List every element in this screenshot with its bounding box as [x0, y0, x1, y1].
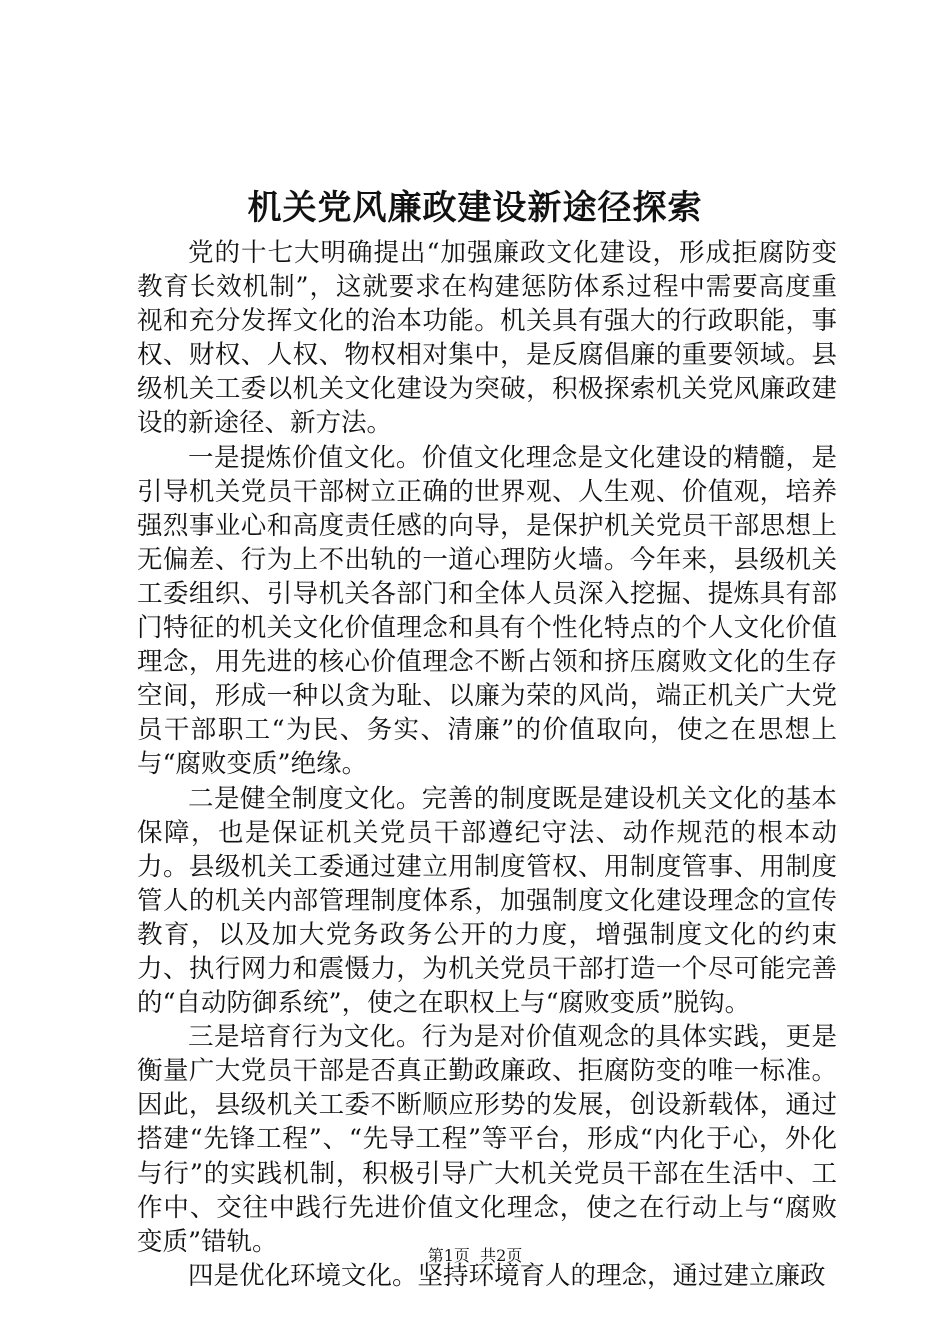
paragraph-value-culture: 一是提炼价值文化。价值文化理念是文化建设的精髓，是引导机关党员干部树立正确的世界观、人生观、价值观，培养强烈事业心和高度责任感的向导，是保护机关党员干部思想上无偏差、行为上不出轨的一道心理防火墙。今年来，县级机关工委组织、引导机关各部门和全体人员深入挖掘、提炼具有部门特征的机关文化价值理念和具有个性化特点的个人文化价值理念，用先进的核心价值理念不断占领和挤压腐败文化的生存空间，形成一种以贪为耻、以廉为荣的风尚，端正机关广大党员干部职工“为民、务实、清廉”的价值取向，使之在思想上与“腐败变质”绝缘。 — [137, 442, 837, 780]
document-title: 机关党风廉政建设新途径探索 — [247, 188, 703, 228]
page-total: 共2页 — [480, 1246, 523, 1265]
paragraph-system-culture: 二是健全制度文化。完善的制度既是建设机关文化的基本保障，也是保证机关党员干部遵纪守法、动作规范的根本动力。县级机关工委通过建立用制度管权、用制度管事、用制度管人的机关内部管理制度体系，加强制度文化建设理念的宣传教育，以及加大党务政务公开的力度，增强制度文化的约束力、执行网力和震慑力，为机关党员干部打造一个尽可能完善的“自动防御系统”，使之在职权上与“腐败变质”脱钩。 — [137, 783, 837, 1019]
paragraph-intro: 党的十七大明确提出“加强廉政文化建设，形成拒腐防变教育长效机制”，这就要求在构建惩防体系过程中需要高度重视和充分发挥文化的治本功能。机关具有强大的行政职能，事权、财权、人权、物权相对集中，是反腐倡廉的重要领域。县级机关工委以机关文化建设为突破，积极探索机关党风廉政建设的新途径、新方法。 — [137, 238, 837, 439]
paragraph-environment-culture: 四是优化环境文化。坚持环境育人的理念，通过建立廉政 — [188, 1260, 826, 1291]
page-footer — [0, 1245, 950, 1267]
page-number: 第1页 — [427, 1246, 470, 1265]
footer-separator — [470, 1246, 480, 1265]
document-body — [137, 236, 837, 1293]
paragraph-behavior-culture: 三是培育行为文化。行为是对价值观念的具体实践，更是衡量广大党员干部是否真正勤政廉政、拒腐防变的唯一标准。因此，县级机关工委不断顺应形势的发展，创设新载体，通过搭建“先锋工程”、“先导工程”等平台，形成“内化于心，外化与行”的实践机制，积极引导广大机关党员干部在生活中、工作中、交往中践行先进价值文化理念，使之在行动上与“腐败变质”错轨。 — [137, 1022, 837, 1257]
